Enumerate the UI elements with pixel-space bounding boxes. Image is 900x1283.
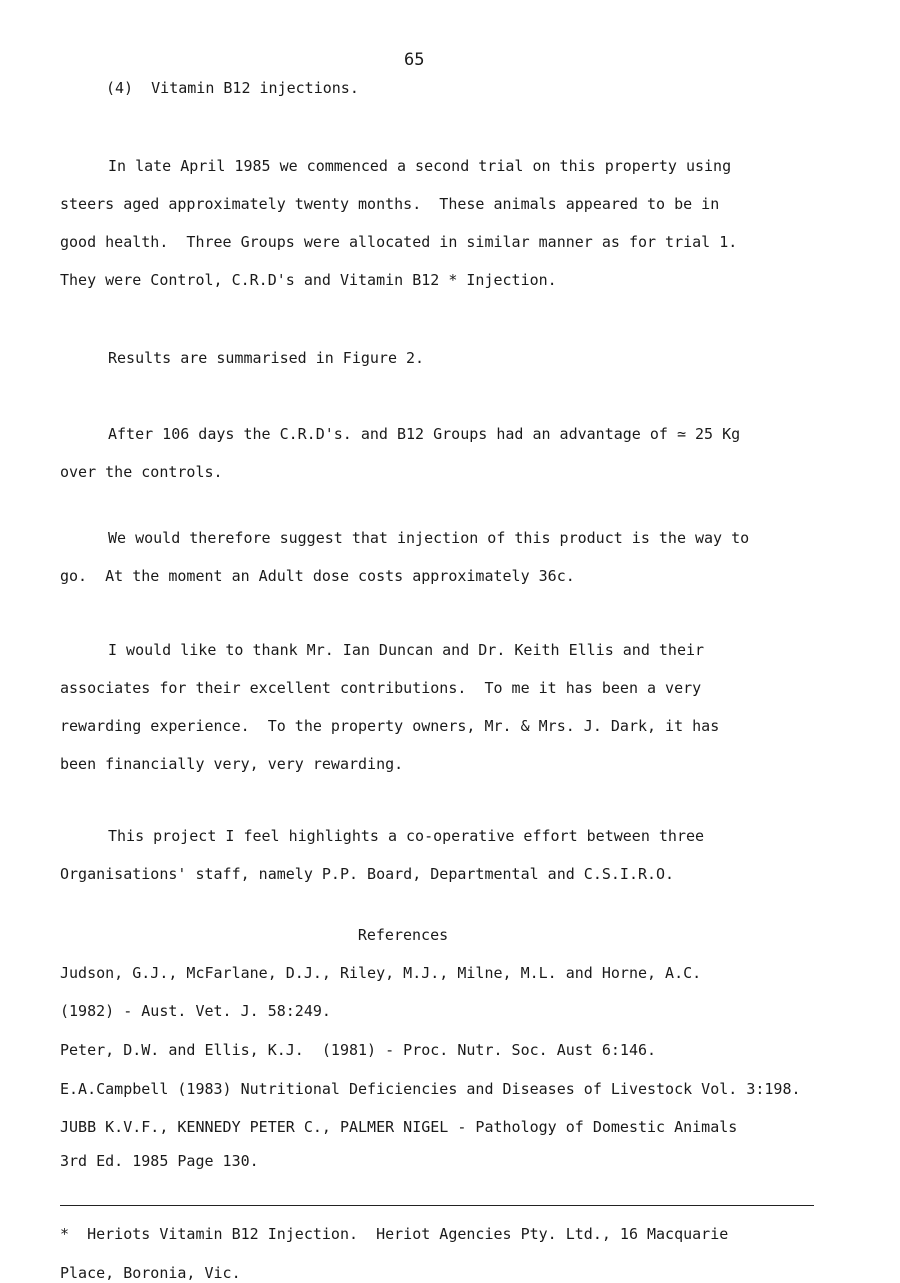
- paragraph6-line2: Organisations' staff, namely P.P. Board, Departmental and C.S.I.R.O.: [60, 865, 675, 883]
- paragraph5-line4: been financially very, very rewarding.: [60, 755, 404, 773]
- paragraph5-line1: I would like to thank Mr. Ian Duncan and Dr. Keith Ellis and their: [108, 641, 705, 659]
- paragraph1-line1: In late April 1985 we commenced a second trial on this property using: [108, 157, 732, 175]
- reference-2: Peter, D.W. and Ellis, K.J. (1981) - Proc. Nutr. Soc. Aust 6:146.: [60, 1041, 657, 1059]
- reference-1-line2: (1982) - Aust. Vet. J. 58:249.: [60, 1002, 331, 1020]
- reference-3: E.A.Campbell (1983) Nutritional Deficiencies and Diseases of Livestock Vol. 3:198.: [60, 1080, 801, 1098]
- paragraph6-line1: This project I feel highlights a co-operative effort between three: [108, 827, 705, 845]
- paragraph1-line3: good health. Three Groups were allocated in similar manner as for trial 1.: [60, 233, 738, 251]
- paragraph2: Results are summarised in Figure 2.: [108, 349, 425, 367]
- paragraph3-line1: After 106 days the C.R.D's. and B12 Groups had an advantage of ≃ 25 Kg: [108, 425, 741, 443]
- reference-1-line1: Judson, G.J., McFarlane, D.J., Riley, M.J., Milne, M.L. and Horne, A.C.: [60, 964, 702, 982]
- paragraph3-line2: over the controls.: [60, 463, 223, 481]
- paragraph5-line3: rewarding experience. To the property owners, Mr. & Mrs. J. Dark, it has: [60, 717, 720, 735]
- section-heading: (4) Vitamin B12 injections.: [106, 79, 359, 97]
- references-title: References: [357, 926, 449, 944]
- reference-4-line2: 3rd Ed. 1985 Page 130.: [60, 1152, 259, 1170]
- reference-4-line1: JUBB K.V.F., KENNEDY PETER C., PALMER NIGEL - Pathology of Domestic Animals: [60, 1118, 738, 1136]
- footnote-line2: Place, Boronia, Vic.: [60, 1264, 241, 1282]
- paragraph4-line2: go. At the moment an Adult dose costs approximately 36c.: [60, 567, 575, 585]
- paragraph5-line2: associates for their excellent contributions. To me it has been a very: [60, 679, 702, 697]
- footnote-line1: * Heriots Vitamin B12 Injection. Heriot Agencies Pty. Ltd., 16 Macquarie: [60, 1225, 729, 1243]
- paragraph4-line1: We would therefore suggest that injection of this product is the way to: [108, 529, 750, 547]
- footnote-divider: [60, 1205, 814, 1206]
- paragraph1-line2: steers aged approximately twenty months. These animals appeared to be in: [60, 195, 720, 213]
- paragraph1-line4: They were Control, C.R.D's and Vitamin B12 * Injection.: [60, 271, 557, 289]
- page-number: 65: [404, 50, 425, 70]
